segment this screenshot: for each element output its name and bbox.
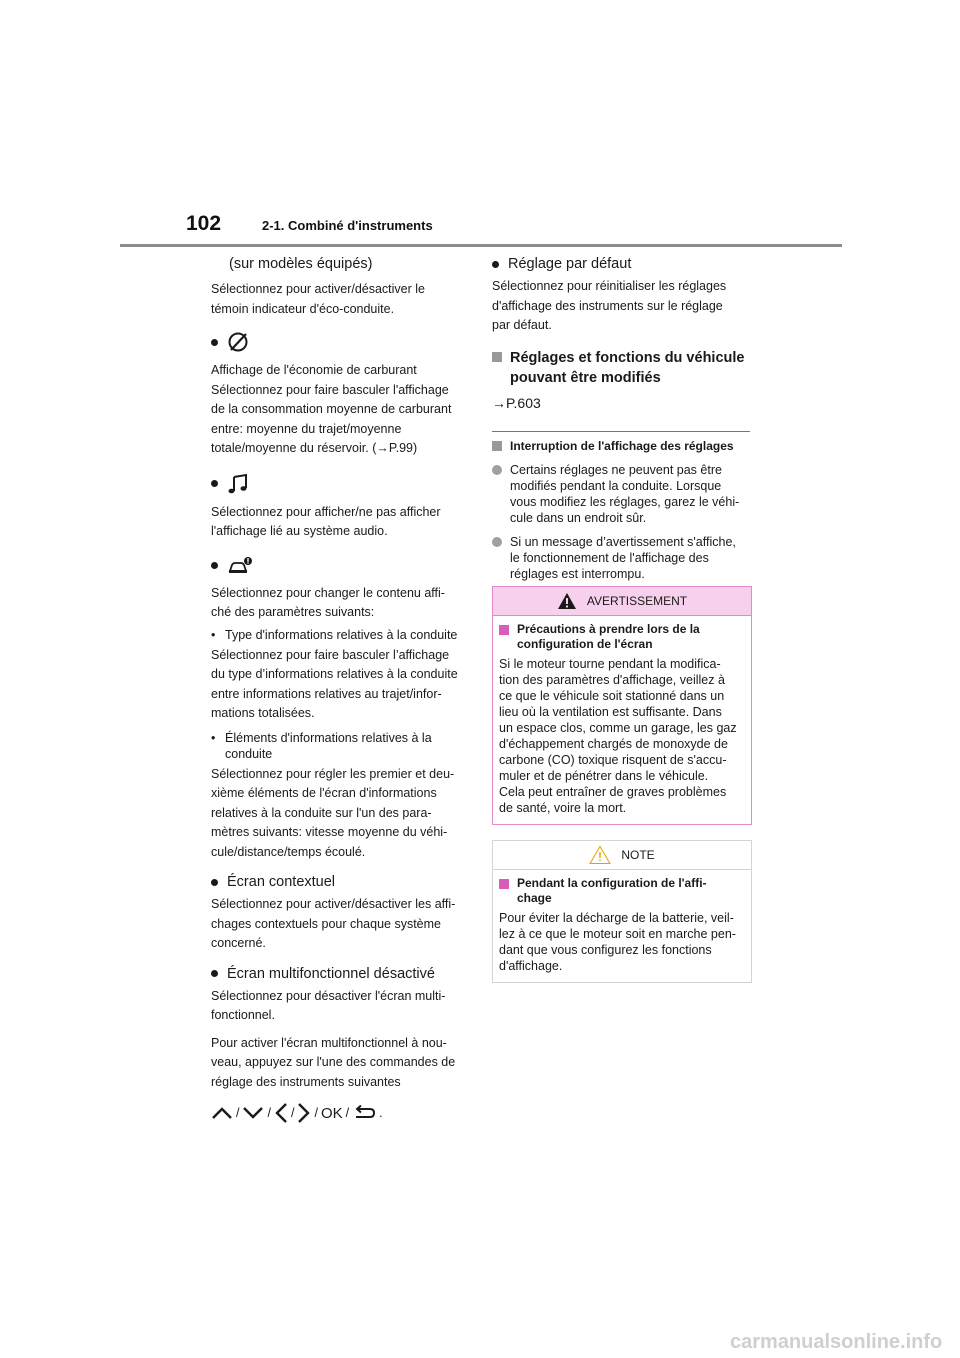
note-box (492, 840, 752, 983)
bullet-dot (492, 537, 502, 547)
ok-key-label: OK (320, 1104, 343, 1122)
audio-heading (211, 473, 469, 495)
warning-header: AVERTISSEMENT (493, 587, 751, 616)
driving-line: ché des paramètres suivants: (211, 605, 375, 619)
mfd-line: fonctionnel. (211, 1008, 275, 1022)
driving-info-heading (211, 556, 469, 576)
bullet-1-line: entre informations relatives au trajet/infor- (211, 686, 442, 701)
audio-line: l'affichage lié au système audio. (211, 524, 388, 538)
eco-note: (sur modèles équipés) (229, 256, 373, 272)
bullet-2-line: xième éléments de l'écran d'informations (211, 786, 437, 800)
watermark: carmanualsonline.info (730, 1331, 943, 1353)
caution-triangle-icon (589, 845, 611, 865)
mfd-off-heading: Écran multifonctionnel désactivé (211, 964, 469, 984)
vehicle-info-icon (227, 556, 253, 576)
eco-desc-2: témoin indicateur d'éco-conduite. (211, 301, 395, 316)
section-title: 2-1. Combiné d'instruments (262, 218, 433, 233)
note-header: NOTE (493, 841, 751, 870)
chevron-right-icon (297, 1102, 311, 1124)
popup-line: concerné. (211, 936, 266, 950)
bullet-2-line: cule/distance/temps écoulé. (211, 844, 366, 859)
mfd-line: Sélectionnez pour désactiver l'écran multi- (211, 988, 446, 1003)
mfd-line-2: veau, appuyez sur l'une des commandes de (211, 1055, 456, 1069)
list-item: Si un message d’avertissement s'affiche, le fonctionnement de l'affichage des réglages est interrompu. (492, 534, 752, 582)
modifiable-settings-heading: Réglages et fonctions du véhicule pouvant être modifiés (492, 348, 752, 388)
warning-body: Précautions à prendre lors de la configuration de l'écran Si le moteur tourne pendant la modifica- tion des paramètres d'affichage, veillez à ce que le véhicule soit stationné dans un lieu où la ventilation est suffisante. Dans un espace clos, comme un garage, les gaz d'échappement chargés de monoxyde de carbone (CO) toxique risquent de s'accu- muler et de pénétrer dans le véhicule. Cela peut entraîner de graves problèmes de santé, voire la mort. (499, 622, 737, 815)
page-number: 102 (186, 212, 222, 235)
bullet-1-line: du type d’informations relatives à la conduite (211, 667, 458, 681)
fuel-economy-heading (211, 331, 469, 353)
bullet-dot (211, 480, 218, 487)
square-bullet (499, 625, 509, 635)
bullet-dot (211, 879, 218, 886)
audio-line: Sélectionnez pour afficher/ne pas afficher (211, 504, 441, 519)
bullet-dot (211, 562, 218, 569)
popup-heading: Écran contextuel (211, 872, 469, 892)
bullet-2-line: mètres suivants: vitesse moyenne du véhi- (211, 825, 448, 839)
control-keys-row: / / / / OK / . (211, 1102, 469, 1124)
left-column (211, 254, 469, 1124)
square-bullet (499, 879, 509, 889)
mfd-line-2: réglage des instruments suivantes (211, 1074, 401, 1089)
eco-desc-1: Sélectionnez pour activer/désactiver le (211, 282, 426, 296)
music-note-icon (227, 473, 249, 495)
bullet-dot (492, 261, 499, 268)
fuel-economy-icon (227, 331, 249, 353)
fuel-line: Sélectionnez pour faire basculer l'affichage (211, 382, 449, 397)
list-item: Certains réglages ne peuvent pas être modifiés pendant la conduite. Lorsque vous modifiez les réglages, garez le véhi- cule dans un endroit sûr. (492, 462, 752, 526)
bullet-2-line: relatives à la conduite sur l'un des para- (211, 805, 432, 820)
interrupt-heading: Interruption de l'affichage des réglages (492, 438, 752, 454)
popup-line: chages contextuels pour chaque système (211, 916, 441, 931)
page-reference-link[interactable]: →P.603 (492, 394, 541, 411)
chevron-up-icon (211, 1106, 233, 1120)
bullet-dot (211, 339, 218, 346)
bullet-dot (492, 465, 502, 475)
fuel-line-last: totale/moyenne du réservoir. (→P.99) (211, 441, 418, 455)
chevron-down-icon (242, 1106, 264, 1120)
list-item: • Type d'informations relatives à la conduite (211, 627, 458, 642)
default-setting-heading: Réglage par défaut (492, 254, 752, 274)
header-rule (120, 244, 842, 247)
bullet-dot (211, 970, 218, 977)
fuel-line: Affichage de l'économie de carburant (211, 363, 417, 377)
popup-line: Sélectionnez pour activer/désactiver les affi- (211, 897, 456, 911)
bullet-2-line: Sélectionnez pour régler les premier et deu- (211, 766, 455, 781)
square-bullet (492, 352, 502, 362)
driving-line: Sélectionnez pour changer le contenu affi- (211, 585, 445, 600)
default-line: Sélectionnez pour réinitialiser les réglages (492, 279, 727, 293)
page-reference-link[interactable]: →P.99 (376, 441, 413, 455)
fuel-line: entre: moyenne du trajet/moyenne (211, 421, 402, 436)
default-line: par défaut. (492, 318, 552, 332)
back-arrow-icon (352, 1105, 376, 1121)
fuel-line: de la consommation moyenne de carburant (211, 402, 452, 416)
list-item: • Éléments d'informations relatives à la conduite (211, 730, 432, 761)
note-body: Pendant la configuration de l'affi- chage Pour éviter la décharge de la batterie, veil- lez à ce que le moteur soit en marche pen- dant que vous configurez les fonctions d'affichage. (499, 876, 736, 973)
default-line: d'affichage des instruments sur le réglage (492, 298, 723, 313)
chevron-left-icon (274, 1102, 288, 1124)
square-bullet (492, 441, 502, 451)
bullet-1-line: mations totalisées. (211, 706, 315, 720)
warning-triangle-icon (557, 592, 577, 610)
right-column (492, 254, 752, 582)
warning-box (492, 586, 752, 825)
mfd-line-2: Pour activer l'écran multifonctionnel à nou- (211, 1035, 447, 1050)
bullet-1-line: Sélectionnez pour faire basculer l’affichage (211, 647, 450, 662)
